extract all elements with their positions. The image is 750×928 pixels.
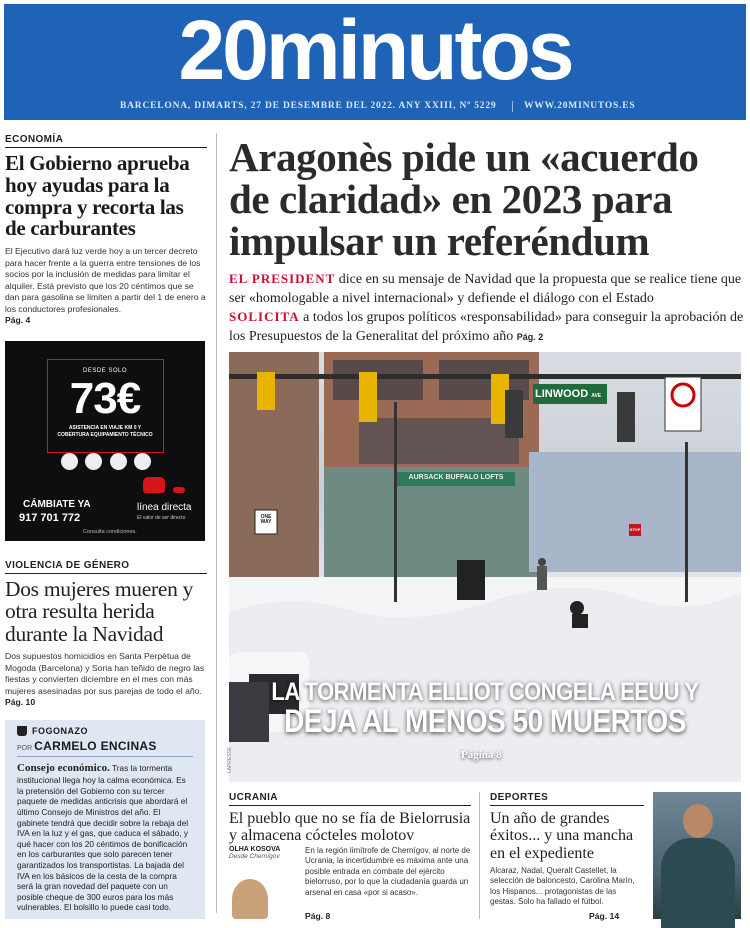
ad-tagline: El valor de ser directo [137,515,186,521]
pedestrian [538,558,546,566]
motorcycle-icon [85,453,102,470]
ucrania-location: Desde Chernígov [229,853,280,860]
traffic-wire [229,374,741,379]
page-ref-deportes[interactable]: Pág. 14 [589,911,620,921]
ucrania-byline [229,846,299,860]
pole [685,442,688,602]
storefront-text: AURSACK BUFFALO LOFTS [408,474,504,481]
street-sign-name: LINWOOD [535,388,589,400]
photo-credit: LAPRESSE [227,746,234,774]
lead-text-1: dice en su mensaje de Navidad que la propuesta que se realice tiene que ser «homologable a nivel internacional» y defiende el diálogo con el Estado [229,272,742,306]
headline-economia[interactable]: El Gobierno aprueba hoy ayudas para la compra y recorta las de carburantes [5,151,190,241]
right-building [529,452,741,572]
lead-headline[interactable]: Aragonès pide un «acuerdo de claridad» en 2023 para impulsar un referéndum [229,134,699,264]
economia-story[interactable] [5,134,207,325]
opinion-by: POR [17,745,33,752]
lead-tag-solicita: SOLICITA [229,309,300,325]
opinion-body: Tras la tormenta institucional llega hoy la calma económica. Es la pretensión del Gobierno con su tercer paquete de medidas anticrisis que abordará el último Consejo de Ministros del año. El gabinete tendrá que decidir sobre la rebaja del IVA en la luz y el gas, que caduca el sábado, y qué hacer con los 20 céntimos de bonificación en los carburantes que solo parecen tener garantizados los transportistas. La bajada del IVA en los básicos de la cesta de la compra será la gran novedad del paquete con un posible cheque de 300 euros para los más vulnerables. El bolsillo lo puede casi todo. [17,763,189,913]
opinion-lead: Consejo económico. [17,762,110,774]
athlete-face [683,804,713,838]
rule [5,573,207,574]
ad-description: ASISTENCIA EN VIAJE KM 0 Y COBERTURA EQUIPAMIENTO TÉCNICO [57,425,153,438]
column-divider [216,133,217,913]
body-economia: El Ejecutivo dará luz verde hoy a un tercer decreto para hacer frente a la guerra entre tensiones de los socios por la inclusión de medidas para limitar el alquiler. Está previsto que los 20 céntimos que se dan para gasolina se limiten a partir del 1 de enero a los conductores profesionales. [5,246,206,314]
jacket-icon [134,453,151,470]
one-way-text: ONE WAY [260,514,272,525]
window [333,360,423,400]
ad-cta: CÁMBIATE YA [23,499,91,510]
lead-summary [229,270,744,346]
opinion-author[interactable]: CARMELO ENCINAS [34,739,157,753]
street-sign-suffix: AVE [591,393,602,399]
ucrania-author: OLHA KOSOVA [229,846,281,853]
athlete-photo[interactable] [653,792,741,919]
pole [394,402,397,602]
opinion-section: FOGONAZO [32,726,88,736]
dateline: BARCELONA, DIMARTS, 27 DE DESEMBRE DEL 2022. ANY XXIII, Nº 5229 [120,101,497,111]
coffee-cup-icon [17,726,27,736]
column-divider [479,792,480,919]
athlete-shirt [661,838,735,928]
headline-ucrania[interactable]: El pueblo que no se fía de Bielorrusia y almacena cócteles molotov [229,810,471,845]
body-deportes: Alcaraz, Nadal, Queralt Castellet, la selección de baloncesto, Carolina Marín, los Hispanos... protagonistas de las gestas. Solo ha fallado el fútbol. [490,865,635,906]
photo-page-ref[interactable]: Página 8 [461,749,502,761]
ad-brand: línea directa [137,502,192,513]
body-ucrania: En la región limítrofe de Chernígov, al norte de Ucrania, la incertidumbre es máxima ante una posible entrada en combate del ejército bielorruso, por lo que la ciudadanía guarda un arsenal en casa «por si acaso». [305,846,471,897]
kicker-ucrania: UCRANIA [229,792,278,803]
body-violencia: Dos supuestos homicidios en Santa Perpètua de Mogoda (Barcelona) y Soria han teñido de negro las fiestas y convierten diciembre en el mes con más mujeres asesinadas por sus parejas de todo el año. [5,651,205,696]
ad-conditions: Consulta condiciones. [83,529,137,535]
storm-photo[interactable] [229,352,741,782]
motorcycle-icon [61,453,78,470]
rule [490,805,644,806]
street-sign-text [535,388,601,400]
page-ref-ucrania[interactable]: Pág. 8 [305,911,331,921]
stop-text: STOP [629,527,641,532]
rule [5,147,207,148]
lead-page-ref[interactable]: Pág. 2 [516,331,544,342]
ucrania-story[interactable] [229,792,471,845]
rule [17,756,193,757]
logo[interactable]: 20minutos [178,3,572,97]
dateline-divider [512,101,513,112]
phone-icon [143,477,165,493]
traffic-light [617,392,635,442]
traffic-light [257,372,275,410]
person-body [572,614,588,628]
lead-tag-president: EL PRESIDENT [229,271,336,286]
page-ref-economia[interactable]: Pág. 4 [5,315,31,326]
photo-caption[interactable] [229,678,741,738]
window [359,418,519,464]
opinion-column[interactable] [5,720,205,919]
deportes-story[interactable] [490,792,644,907]
traffic-light [359,372,377,422]
ad-icons [61,453,151,471]
headline-violencia[interactable]: Dos mujeres mueren y otra resulta herida durante la Navidad [5,577,194,646]
photo-caption-line1: LA TORMENTA ELLIOT CONGELA EEUU Y [271,676,699,706]
masthead [4,4,746,120]
photo-caption-line2: DEJA AL MENOS 50 MUERTOS [284,703,686,740]
web-address[interactable]: WWW.20MINUTOS.ES [524,101,636,111]
headline-deportes[interactable]: Un año de grandes éxitos... y una mancha en el expediente [490,810,634,862]
kicker-economia: ECONOMÍA [5,134,64,145]
advertisement[interactable] [5,341,205,541]
pedestrian-body [537,566,547,590]
phone-small-icon [173,487,185,493]
traffic-light [505,390,523,438]
kicker-deportes: DEPORTES [490,792,549,803]
page-ref-violencia[interactable]: Pág. 10 [5,697,36,708]
ad-phone[interactable]: 917 701 772 [19,512,81,524]
ad-price: 73€ [69,374,141,423]
person [570,601,584,615]
ad-from: DESDE SOLO [82,368,127,374]
rule [229,805,471,806]
car [457,560,485,600]
violencia-story[interactable] [5,560,207,707]
kicker-violencia: VIOLENCIA DE GÉNERO [5,560,130,571]
lead-text-2: a todos los grupos políticos «responsabilidad» para conseguir la aprobación de los Presupuestos de la Generalitat del próximo año [229,310,744,344]
opinion-text [17,761,193,913]
author-photo [232,879,268,919]
helmet-icon [110,453,127,470]
